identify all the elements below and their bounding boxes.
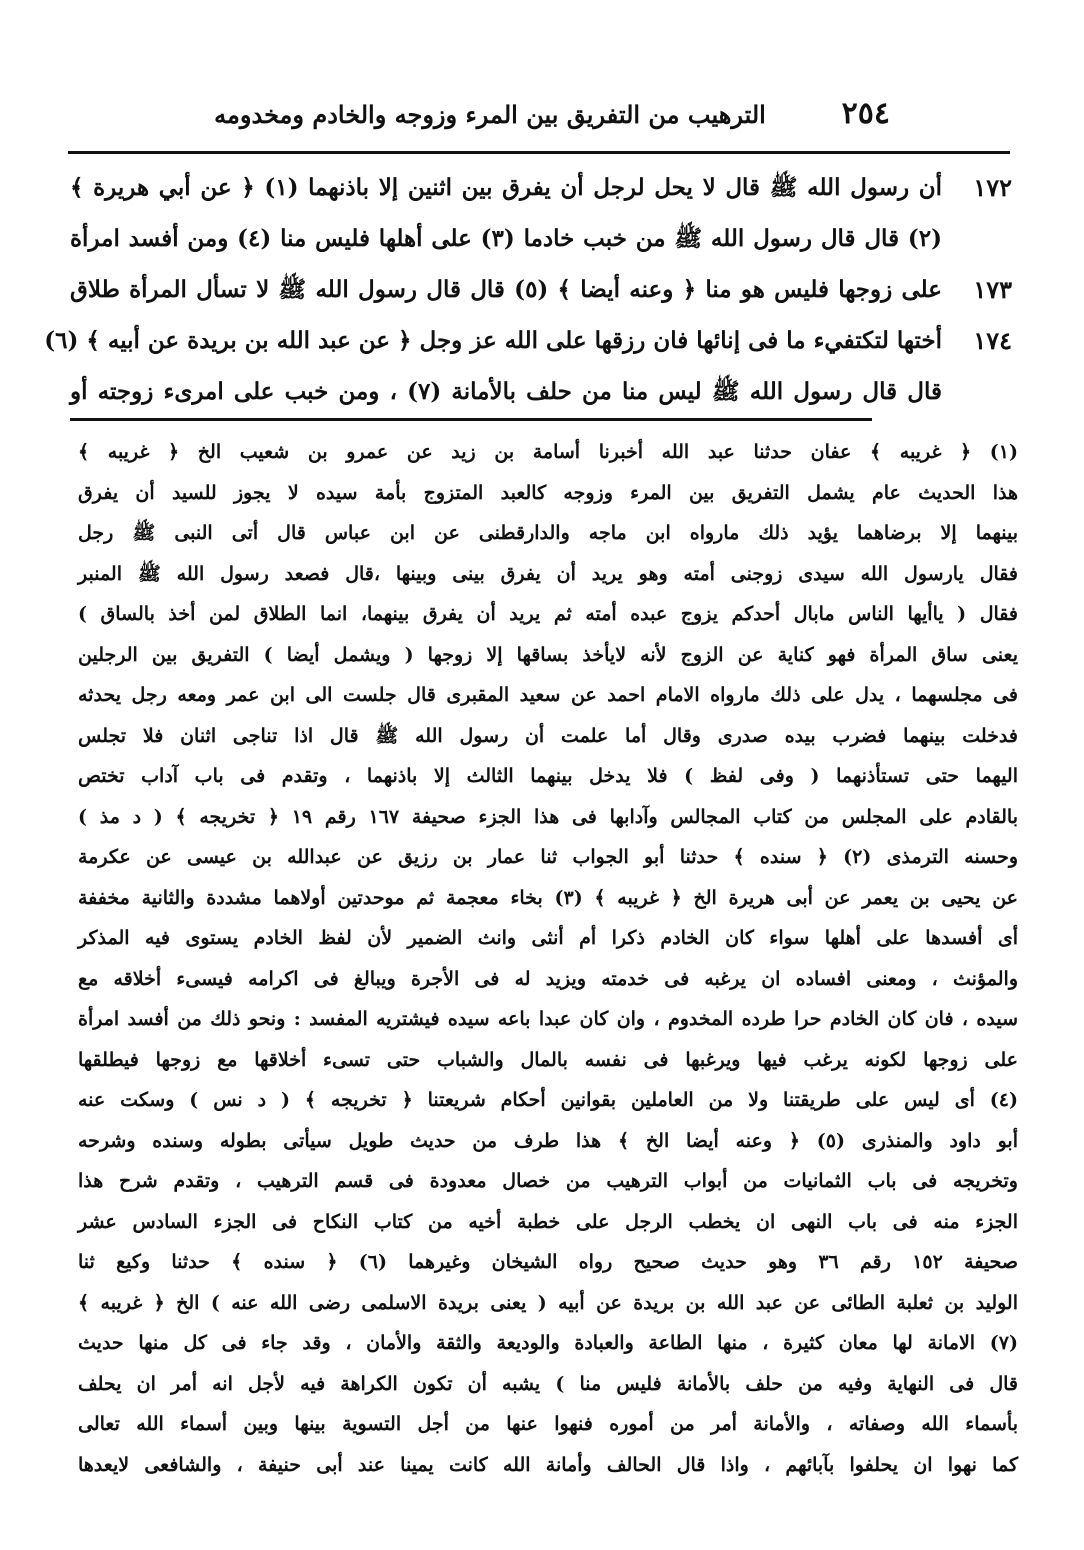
footnote-line: صحيفة ١٥٢ رقم ٣٦ وهو حديث صحيح رواه الشيخان وغيرهما (٦) ﴿ سنده ﴾ حدثنا وكيع ثنا <box>78 1251 1018 1273</box>
main-line <box>70 162 1012 213</box>
main-text <box>44 162 1012 417</box>
main-line-text: (٢) قال قال رسول الله ﷺ من خبب خادما (٣) على أهلها فليس منا (٤) ومن أفسد امرأة <box>70 225 942 252</box>
footnote-line: فدخلت بينهما فضرب بيده صدرى وقال أما علمت أن رسول الله ﷺ قال اذا تناجى اثنان فلا تجلس <box>78 724 1018 747</box>
hadith-number: ١٧٢ <box>973 173 1012 202</box>
footnote-line: فقال يارسول الله سيدى زوجنى أمته وهو يريد أن يفرق بينى وبينها ،قال فصعد رسول الله ﷺ المنبر <box>78 562 1018 585</box>
footnote-line: يعنى ساق المرأة فهو كناية عن الزوج لأنه لايأخذ بساقها إلا زوجها ( ويشمل أيضا ) التفريق بين الرجلين <box>78 643 1018 666</box>
hadith-number: ١٧٤ <box>973 326 1012 355</box>
hadith-number: ١٧٣ <box>973 275 1012 304</box>
footnote-line: سيده ، فان كان الخادم حرا طرده المخدوم ، وان كان عبدا باعه سيده فيشتريه المفسد : ونحو ذلك من أفسد امرأة <box>78 1008 1018 1030</box>
footnote-line: فقال ( ياأيها الناس مابال أحدكم يزوج عبده أمته ثم يريد أن يفرق بينهما، انما الطلاق لمن أخذ بالساق ) <box>78 603 1018 625</box>
footnotes <box>78 432 1018 1485</box>
footnote-line: وحسنه الترمذى (٢) ﴿ سنده ﴾ حدثنا أبو الجواب ثنا عمار بن رزيق عن عبدالله بن عيسى عن عكرمة <box>78 846 1018 868</box>
footnote-line: قال فى النهاية وفيه من حلف بالأمانة فليس منا ) يشبه أن تكون الكراهة فيه لأجل انه أمر ان يحلف <box>78 1372 1018 1395</box>
footnote-line: والمؤنث ، ومعنى افساده ان يرغبه فى خدمته ويزيد له فى الأجرة ويبالغ فى اكرامه فيسىء أخلاقه مع <box>78 967 1018 990</box>
footnote-line: كما نهوا ان يحلفوا بآبائهم ، واذا قال الحالف وأمانة الله كانت يمينا عند أبى حنيفة ، والشافعى لايعدها <box>78 1453 1018 1476</box>
page-number: ٢٥٤ <box>841 96 890 131</box>
footnote-line: بأسماء الله وصفاته ، والأمانة أمر من أموره فنهوا عنها من أجل التسوية بينها وبين أسماء الله تعالى <box>78 1413 1018 1435</box>
footnote-line: اليهما حتى تستأذنهما ( وفى لفظ ) فلا يدخل بينهما الثالث إلا باذنهما ، وتقدم فى باب آداب تختص <box>78 765 1018 787</box>
footnote-line: (١) ﴿ غريبه ﴾ عفان حدثنا عبد الله أخبرنا أسامة بن زيد عن عمرو بن شعيب الخ ﴿ غريبه ﴾ <box>78 441 1018 463</box>
footnote-line: الوليد بن ثعلبة الطائى عن عبد الله بن بريدة عن أبيه ( يعنى بريدة الاسلمى رضى الله عنه ) الخ ﴿ غريبه ﴾ <box>78 1291 1018 1314</box>
footnote-line: بالقادم على المجلس من كتاب المجالس وآدابها فى هذا الجزء صحيفة ١٦٧ رقم ١٩ ﴿ تخريجه ﴾ ( د مذ ) <box>78 805 1018 828</box>
footnote-line: (٤) أى ليس على طريقتنا ولا من العاملين بقوانين أحكام شريعتنا ﴿ تخريجه ﴾ ( د نس ) وسكت عنه <box>78 1089 1018 1111</box>
footnote-line: الجزء منه فى باب النهى ان يخطب الرجل على خطبة أخيه من كتاب النكاح فى الجزء السادس عشر <box>78 1210 1018 1233</box>
footnote-line: على زوجها لكونه يرغب فيها ويرغبها فى نفسه بالمال والشباب حتى تسىء أخلاقها مع زوجها فيطلقها <box>78 1048 1018 1071</box>
footnote-line: هذا الحديث عام يشمل التفريق بين المرء وزوجه كالعبد المتزوج بأمة سيده لا يجوز للسيد أن يفرق <box>78 481 1018 504</box>
main-line <box>70 264 1012 315</box>
header-rule <box>68 151 1010 154</box>
footnote-line: عن يحيى بن يعمر عن أبى هريرة الخ ﴿ غريبه ﴾ (٣) بخاء معجمة ثم موحدتين أولاهما مشددة والثانية مخففة <box>78 886 1018 909</box>
main-line <box>70 213 1012 264</box>
running-title: الترهيب من التفريق بين المرء وزوجه والخادم ومخدومه <box>214 100 766 129</box>
footnote-line: (٧) الامانة لها معان كثيرة ، منها الطاعة والعبادة والوديعة والثقة والأمان ، وقد جاء فى كل منها حديث <box>78 1332 1018 1354</box>
footnote-line: أى أفسدها على أهلها سواء كان الخادم ذكرا أم أنثى وانث الضمير لأن لفظ الخادم يستوى فيه المذكر <box>78 927 1018 949</box>
footnote-line: بينهما إلا برضاهما يؤيد ذلك مارواه ابن ماجه والدارقطنى عن ابن عباس قال أتى النبى ﷺ رجل <box>78 522 1018 544</box>
page-header <box>210 96 890 140</box>
footnote-separator <box>70 418 872 421</box>
main-line-text: أختها لتكتفيء ما فى إنائها فان رزقها على الله عز وجل ﴿ عن عبد الله بن بريدة عن أبيه ﴾ (٦) <box>44 327 942 354</box>
footnote-line: وتخريجه فى باب الثمانيات من أبواب الترهيب من خصال معدودة فى قسم الترهيب ، وتقدم شرح هذا <box>78 1170 1018 1192</box>
main-line-text: على زوجها فليس هو منا ﴿ وعنه أيضا ﴾ (٥) قال قال رسول الله ﷺ لا تسأل المرأة طلاق <box>70 276 942 303</box>
main-line-text: أن رسول الله ﷺ قال لا يحل لرجل أن يفرق بين اثنين إلا باذنهما (١) ﴿ عن أبي هريرة ﴾ <box>70 174 942 201</box>
main-line <box>70 366 1012 417</box>
main-line <box>44 315 1012 366</box>
main-line-text: قال قال رسول الله ﷺ ليس منا من حلف بالأمانة (٧) ، ومن خبب على امرىء زوجته أو <box>70 378 942 405</box>
footnote-line: فى مجلسهما ، يدل على ذلك مارواه الامام احمد عن سعيد المقبرى قال جلست الى ابن عمر ومعه رجل يحدثه <box>78 684 1018 706</box>
footnote-line: أبو داود والمنذرى (٥) ﴿ وعنه أيضا الخ ﴾ هذا طرف من حديث طويل سيأتى بطوله وسنده وشرحه <box>78 1129 1018 1152</box>
